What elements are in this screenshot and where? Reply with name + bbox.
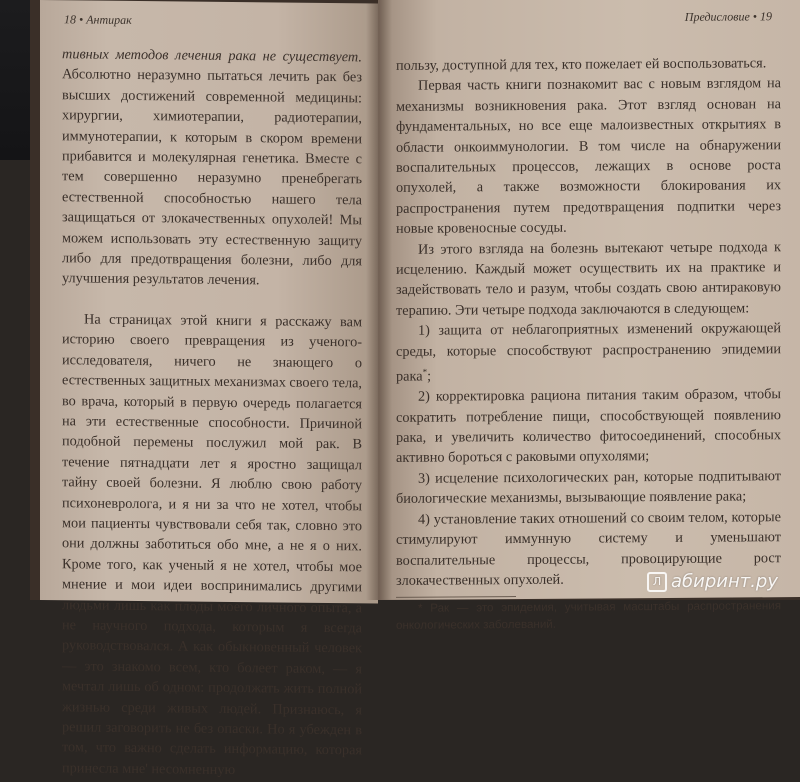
right-paragraph-3: Из этого взгляда на болезнь вытекают четыре подхода к исцелению. Каждый может осуществить их на практике и задействовать тело и разум, чтобы создать свою антираковую терапию. Эти четыре подхода заключаются в следующем:	[396, 238, 781, 319]
paragraph-text: Абсолютно неразумно пытаться лечить рак без высших достижений современной медицины: хирургии, химиотерапии, радиотерапии, иммунотерапии, к которым в скором времени прибавится и молекулярная генетика. Вместе с тем совершенно неразумно пренебрегать естественной способностью нашего тела защищаться от злокачественных опухолей! Мы можем использовать эту естественную защиту либо для предотвращения болезни, либо для улучшения результатов лечения.	[62, 66, 362, 289]
left-page	[40, 0, 378, 778]
left-running-head: 18 • Антирак	[64, 12, 132, 27]
labirint-watermark	[647, 571, 778, 592]
list-item-2: 2) корректировка рациона питания таким образом, чтобы сократить потребление пищи, способствующей появлению рака, и увеличить количество фитосоединений, способных активно бороться с раковыми опухолями;	[396, 386, 781, 467]
list-item-4: 4) установление таких отношений со своим телом, которые стимулируют иммунную систему и уменьшают воспалительные процессы, провоцирующие рост злокачественных опухолей.	[396, 508, 781, 589]
list-item-tail: ;	[427, 368, 432, 385]
right-running-head: Предисловие • 19	[684, 9, 772, 24]
left-paragraph-1	[62, 44, 362, 292]
footnote-rule	[396, 596, 516, 598]
right-paragraph-2: Первая часть книги познакомит вас с новым взглядом на механизмы возникновения рака. Этот взгляд основан на фундаментальных, но все еще малоизвестных открытиях в области онкоиммунологии. В том числе на обнаружении воспалительных процессов, лежащих в основе роста опухолей, а также возможности блокирования их распространения путем предотвращения подпитки через новые кровеносные сосуды.	[396, 75, 781, 238]
list-item-1	[396, 318, 781, 387]
book-spine-shadow	[366, 0, 392, 600]
watermark-text: абиринт.ру	[670, 571, 778, 592]
list-item-3: 3) исцеление психологических ран, которые подпитывают биологические механизмы, вызывающие появление рака;	[396, 468, 781, 508]
right-page-text	[396, 53, 781, 634]
italic-lead: тивных методов лечения рака не существует.	[62, 46, 362, 66]
left-paragraph-2: На страницах этой книги я расскажу вам историю своего превращения из ученого-исследователя, ничего не знающего о естественных защитных механизмах своего тела, во врача, который в первую очередь полагается на эти естественные способности. Причиной подобной перемены послужил мой рак. В течение пятнадцати лет я яростно защищал тайну своей болезни. Я люблю свою работу психоневролога, и я ни за что не хотел, чтобы мои пациенты чувствовали себя так, словно это они должны заботиться обо мне, а не я о них. Кроме того, как ученый я не хотел, чтобы мое мнение и мои идеи воспринимались другими людьми лишь как плоды моего личного опыта, а не научного подхода, которым я всегда руководствовался. А как обыкновенный человек — это знакомо всем, кто болеет раком, — я мечтал лишь об одном: продолжать жить полной жизнью среди живых людей. Признаюсь, я решил заговорить не без опаски. Но я убежден в том, что важно сделать информацию, которая принесла мне' несомненную	[62, 311, 362, 778]
list-item-text: 1) защита от неблагоприятных изменений окружающей среды, которые способствуют распространению эпидемии рака	[396, 320, 781, 385]
right-page	[378, 0, 800, 633]
footnote: * Рак — это эпидемия, учитывая масштабы распространения онкологических заболеваний.	[396, 599, 781, 633]
labirint-logo-icon: Л	[647, 572, 667, 592]
footnote-marker: *	[422, 366, 428, 377]
right-paragraph-1: пользу, доступной для тех, кто пожелает ей воспользоваться.	[396, 55, 767, 74]
left-page-text	[62, 44, 362, 781]
